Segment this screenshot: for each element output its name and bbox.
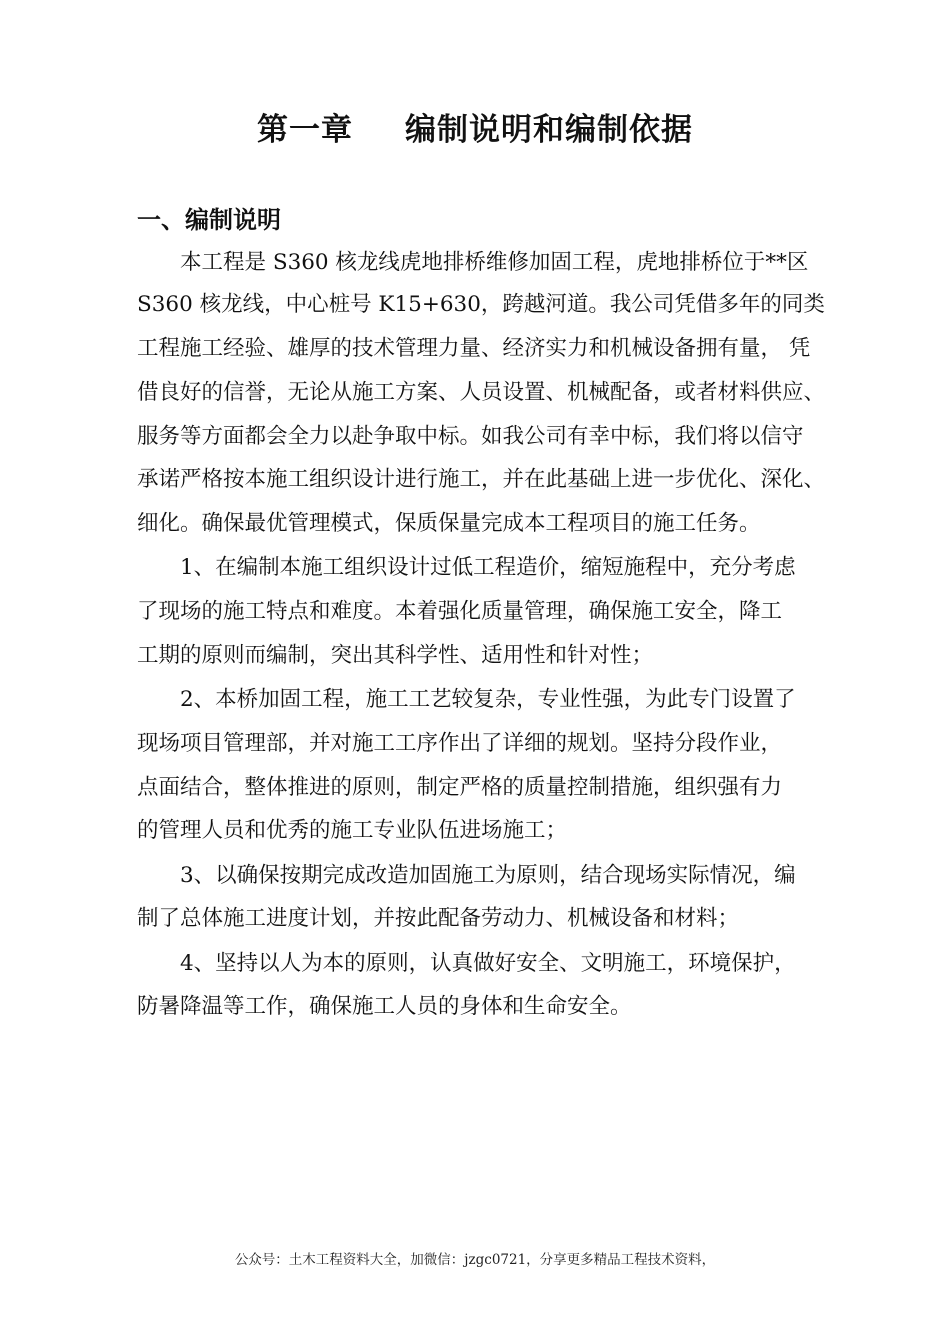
section-heading: 一、编制说明 — [137, 206, 281, 234]
paragraph-line: 借良好的信誉，无论从施工方案、人员设置、机械配备，或者材料供应、 — [137, 380, 826, 405]
chapter-title — [0, 104, 950, 149]
chapter-label: 第一章 — [257, 112, 353, 148]
paragraph-line: 防暑降温等工作，确保施工人员的身体和生命安全。 — [137, 994, 632, 1019]
chapter-title-text: 编制说明和编制依据 — [405, 112, 693, 148]
paragraph-line: 工期的原则而编制，突出其科学性、适用性和针对性； — [137, 643, 654, 668]
paragraph-line: 现场项目管理部，并对施工工序作出了详细的规划。坚持分段作业， — [137, 731, 783, 756]
paragraph-line: 细化。确保最优管理模式，保质保量完成本工程项目的施工任务。 — [137, 511, 761, 536]
paragraph-line: 了现场的施工特点和难度。本着强化质量管理，确保施工安全，降工 — [137, 599, 783, 624]
paragraph-line: 承诺严格按本施工组织设计进行施工，并在此基础上进一步优化、深化、 — [137, 467, 826, 492]
paragraph-line: 点面结合，整体推进的原则，制定严格的质量控制措施，组织强有力 — [137, 775, 783, 800]
paragraph-line: 1、在编制本施工组织设计过低工程造价，缩短施程中，充分考虑 — [180, 555, 796, 580]
page-footer: 公众号：土木工程资料大全，加微信：jzgc0721，分享更多精品工程技术资料， — [234, 1252, 716, 1268]
paragraph-line: 服务等方面都会全力以赴争取中标。如我公司有幸中标，我们将以信守 — [137, 424, 804, 449]
paragraph-line: 制了总体施工进度计划，并按此配备劳动力、机械设备和材料； — [137, 906, 740, 931]
paragraph-line: 工程施工经验、雄厚的技术管理力量、经济实力和机械设备拥有量， 凭 — [137, 336, 811, 361]
paragraph-line: 本工程是 S360 核龙线虎地排桥维修加固工程，虎地排桥位于**区 — [180, 250, 809, 275]
paragraph-line: 的管理人员和优秀的施工专业队伍进场施工； — [137, 818, 568, 843]
paragraph-line: 3、以确保按期完成改造加固施工为原则，结合现场实际情况，编 — [180, 863, 796, 888]
paragraph-line: S360 核龙线，中心桩号 K15+630，跨越河道。我公司凭借多年的同类 — [137, 292, 825, 317]
paragraph-line: 2、本桥加固工程，施工工艺较复杂，专业性强，为此专门设置了 — [180, 687, 796, 712]
paragraph-line: 4、坚持以人为本的原则，认真做好安全、文明施工，环境保护， — [180, 951, 796, 976]
